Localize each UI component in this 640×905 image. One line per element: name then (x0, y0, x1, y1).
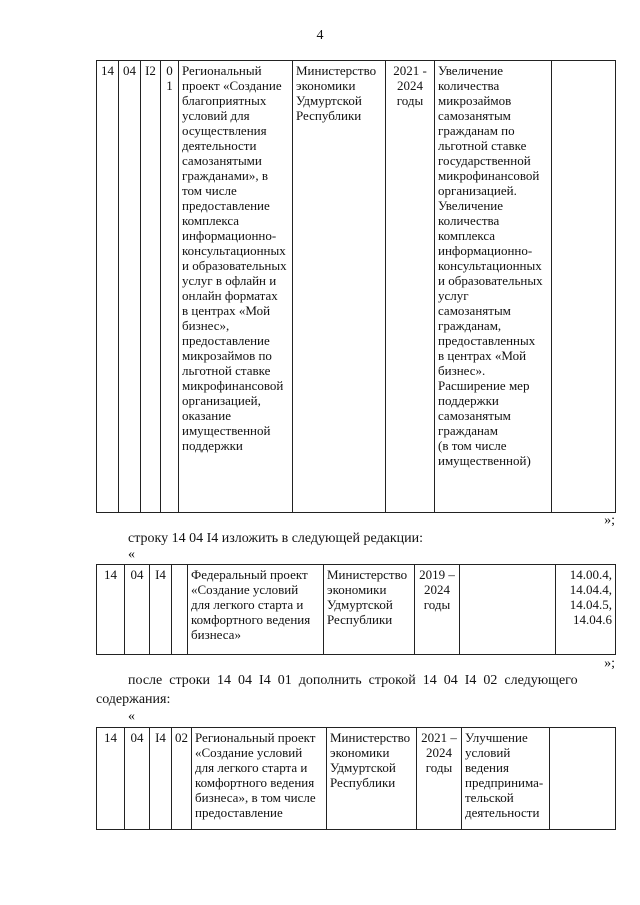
code-program: 14 (97, 565, 125, 655)
page-number: 4 (316, 28, 324, 43)
opening-quote-2: « (128, 709, 135, 724)
code-subprogram: 04 (125, 728, 150, 830)
code-project: I4 (150, 565, 172, 655)
code-program: 14 (97, 61, 119, 513)
code-subprogram: 04 (125, 565, 150, 655)
code-event: 02 (172, 728, 192, 830)
event-name: Региональный проект «Создание благоприятных условий для осуществления деятельности самозанятыми гражданами», в том числе предоставление комплекса информационно- консультационных и образовательных услуг в офлайн и онлайн форматах в центрах «Мой бизнес», предоставление микрозаймов по льготной ставке микрофинансовой организацией, оказание имущественной поддержки (179, 61, 293, 513)
code-program: 14 (97, 728, 125, 830)
code-subprogram: 04 (119, 61, 141, 513)
expected-result: Улучшение условий ведения предпринима- тельской деятельности (462, 728, 550, 830)
instruction-2: после строки 14 04 I4 01 дополнить строкой 14 04 I4 02 следующего (128, 673, 578, 688)
code-event (172, 565, 188, 655)
closing-quote-2: »; (604, 656, 615, 671)
program-table-row-14-04-I4 (96, 564, 616, 655)
indicators (552, 61, 616, 513)
period: 2019 – 2024 годы (415, 565, 460, 655)
executor: Министерство экономики Удмуртской Республики (327, 728, 417, 830)
code-event: 01 (161, 61, 179, 513)
indicators (550, 728, 616, 830)
period: 2021 - 2024 годы (386, 61, 435, 513)
executor: Министерство экономики Удмуртской Республики (324, 565, 415, 655)
event-name: Федеральный проект «Создание условий для легкого старта и комфортного ведения бизнеса» (188, 565, 324, 655)
program-table-row-14-04-I2-01 (96, 60, 616, 513)
code-project: I2 (141, 61, 161, 513)
instruction-2-continued: содержания: (96, 692, 171, 707)
code-project: I4 (150, 728, 172, 830)
opening-quote-1: « (128, 547, 135, 562)
period: 2021 – 2024 годы (417, 728, 462, 830)
indicators: 14.00.4, 14.04.4, 14.04.5, 14.04.6 (556, 565, 616, 655)
closing-quote-1: »; (604, 513, 615, 528)
event-name: Региональный проект «Создание условий для легкого старта и комфортного ведения бизнеса», в том числе предоставление (192, 728, 327, 830)
executor: Министерство экономики Удмуртской Республики (293, 61, 386, 513)
expected-result (460, 565, 556, 655)
expected-result: Увеличение количества микрозаймов самозанятым гражданам по льготной ставке государственной микрофинансовой организацией. Увеличение количества комплекса информационно- консультационных и образовательных услуг самозанятым гражданам, предоставленных в центрах «Мой бизнес». Расширение мер поддержки самозанятым гражданам (в том числе имущественной) (435, 61, 552, 513)
instruction-1: строку 14 04 I4 изложить в следующей редакции: (128, 531, 424, 546)
program-table-row-14-04-I4-02 (96, 727, 616, 830)
